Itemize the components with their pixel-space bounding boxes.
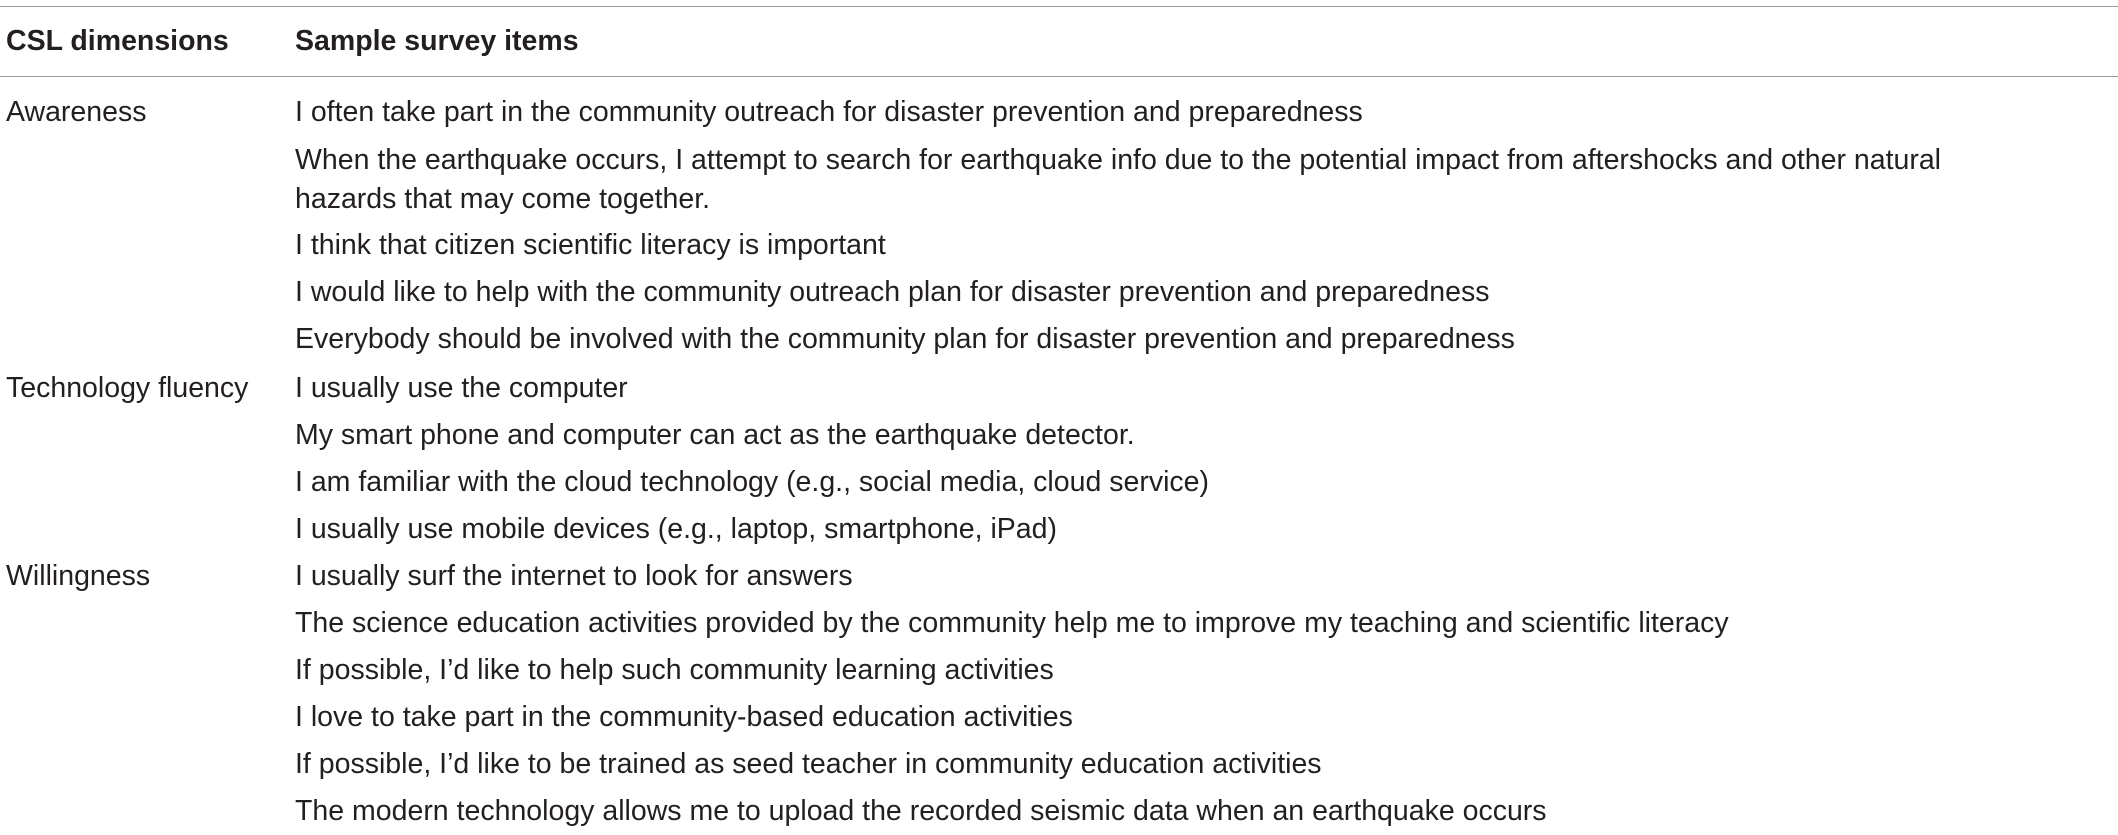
survey-item: I love to take part in the community-based education activities [295,701,1073,733]
survey-item: I usually use mobile devices (e.g., laptop, smartphone, iPad) [295,513,1057,545]
dimension-awareness: Awareness [6,96,147,128]
survey-item: I am familiar with the cloud technology (e.g., social media, cloud service) [295,466,1209,498]
survey-item: If possible, I’d like to be trained as seed teacher in community education activities [295,748,1322,780]
survey-item: The modern technology allows me to upload the recorded seismic data when an earthquake occurs [295,795,1547,827]
survey-item: I would like to help with the community outreach plan for disaster prevention and preparedness [295,276,1490,308]
survey-item: The science education activities provided by the community help me to improve my teaching and scientific literacy [295,607,1729,639]
survey-item: If possible, I’d like to help such community learning activities [295,654,1054,686]
survey-item: When the earthquake occurs, I attempt to search for earthquake info due to the potential impact from aftershocks and other natural hazards that may come together. [295,144,1942,215]
dimension-technology-fluency: Technology fluency [6,372,249,404]
survey-item: My smart phone and computer can act as the earthquake detector. [295,419,1135,451]
survey-item: I usually surf the internet to look for answers [295,560,853,592]
table-top-rule [0,6,2118,7]
header-sample-survey-items: Sample survey items [295,25,579,57]
survey-item: I think that citizen scientific literacy is important [295,229,886,261]
dimension-willingness: Willingness [6,560,151,592]
header-rule [0,76,2118,77]
survey-item: Everybody should be involved with the community plan for disaster prevention and preparedness [295,323,1515,355]
survey-item: I usually use the computer [295,372,628,404]
survey-item: I often take part in the community outreach for disaster prevention and preparedness [295,96,1363,128]
header-csl-dimensions: CSL dimensions [6,25,229,57]
